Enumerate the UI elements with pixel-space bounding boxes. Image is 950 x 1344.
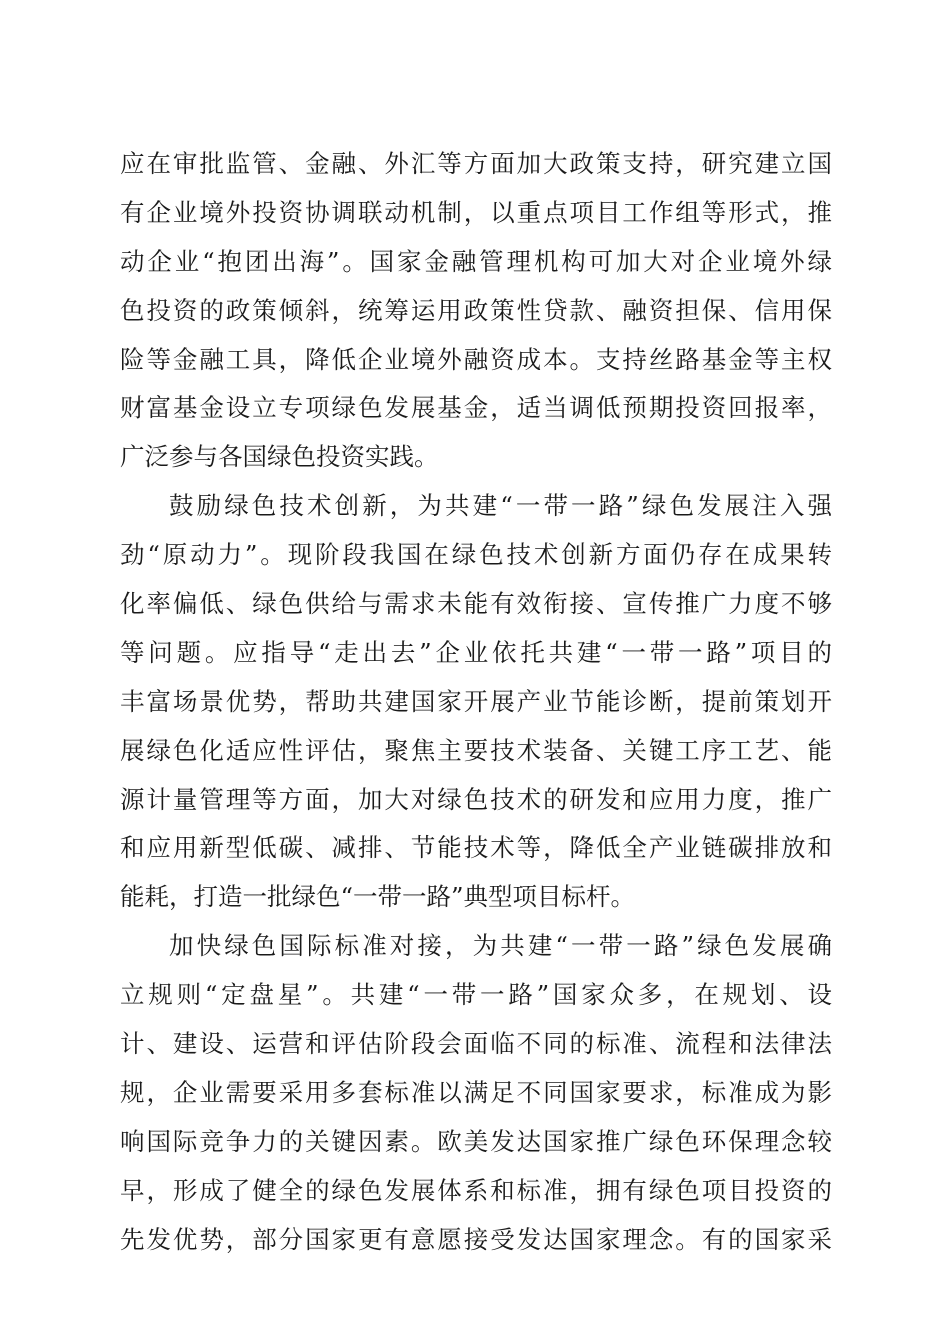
paragraph	[120, 922, 832, 1264]
text-line: 劲“原动力”。现阶段我国在绿色技术创新方面仍存在成果转	[120, 540, 832, 570]
text-line: 早，形成了健全的绿色发展体系和标准，拥有绿色项目投资的	[120, 1175, 832, 1205]
text-line: 源计量管理等方面，加大对绿色技术的研发和应用力度，推广	[120, 784, 832, 814]
text-line: 色投资的政策倾斜，统筹运用政策性贷款、融资担保、信用保	[120, 295, 832, 325]
text-line: 计、建设、运营和评估阶段会面临不同的标准、流程和法律法	[120, 1029, 832, 1059]
text-line: 鼓励绿色技术创新，为共建“一带一路”绿色发展注入强	[169, 491, 832, 521]
text-line: 先发优势，部分国家更有意愿接受发达国家理念。有的国家采	[120, 1224, 832, 1254]
text-line: 能耗，打造一批绿色“一带一路”典型项目标杆。	[120, 882, 636, 912]
text-line: 规，企业需要采用多套标准以满足不同国家要求，标准成为影	[120, 1077, 832, 1107]
text-line: 响国际竞争力的关键因素。欧美发达国家推广绿色环保理念较	[120, 1126, 832, 1156]
text-line: 加快绿色国际标准对接，为共建“一带一路”绿色发展确	[169, 931, 832, 961]
text-line: 和应用新型低碳、减排、节能技术等，降低全产业链碳排放和	[120, 833, 832, 863]
text-line: 有企业境外投资协调联动机制，以重点项目工作组等形式，推	[120, 197, 832, 227]
paragraph	[120, 482, 832, 922]
text-line: 动企业“抱团出海”。国家金融管理机构可加大对企业境外绿	[120, 246, 832, 276]
text-line: 展绿色化适应性评估，聚焦主要技术装备、关键工序工艺、能	[120, 735, 832, 765]
text-line: 等问题。应指导“走出去”企业依托共建“一带一路”项目的	[120, 637, 832, 667]
text-line: 丰富场景优势，帮助共建国家开展产业节能诊断，提前策划开	[120, 686, 832, 716]
text-line: 广泛参与各国绿色投资实践。	[120, 442, 439, 472]
text-line: 立规则“定盘星”。共建“一带一路”国家众多，在规划、设	[120, 980, 832, 1010]
text-line: 财富基金设立专项绿色发展基金，适当调低预期投资回报率，	[120, 393, 832, 423]
paragraph	[120, 140, 832, 482]
body-text	[120, 140, 832, 1264]
text-line: 险等金融工具，降低企业境外融资成本。支持丝路基金等主权	[120, 344, 832, 374]
text-line: 化率偏低、绿色供给与需求未能有效衔接、宣传推广力度不够	[120, 589, 832, 619]
text-line: 应在审批监管、金融、外汇等方面加大政策支持，研究建立国	[120, 149, 832, 178]
